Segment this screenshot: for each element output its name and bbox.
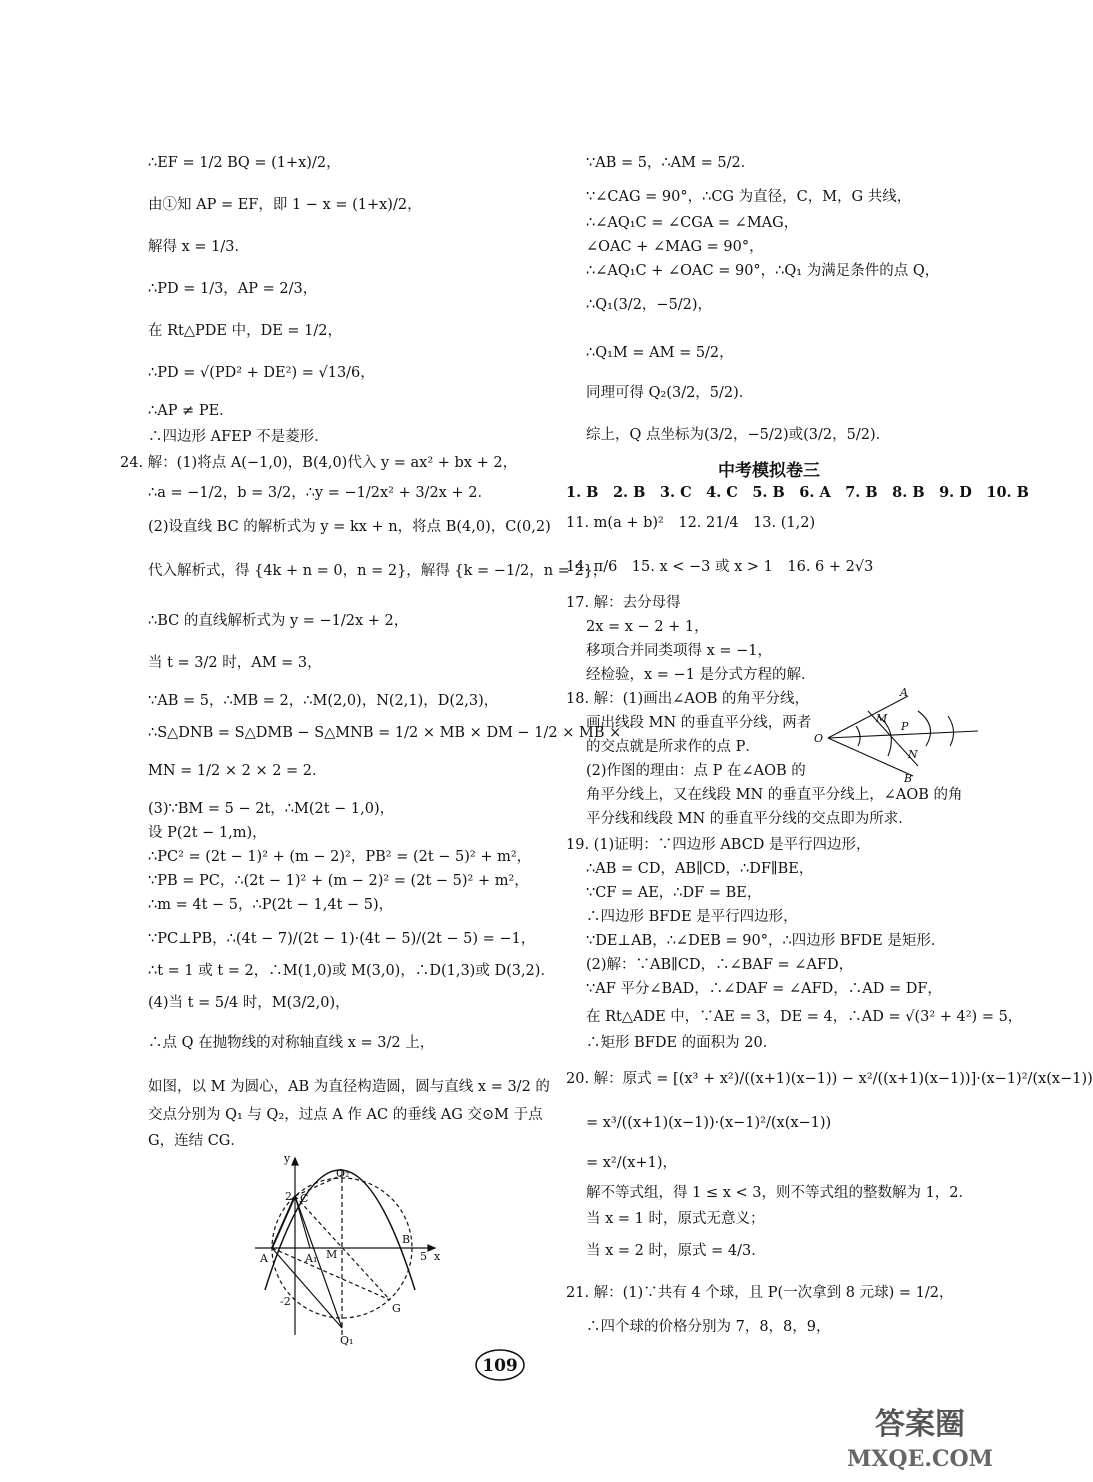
watermark-top: 答案圈 (875, 1407, 965, 1442)
right-line: ∵AB = 5，∴AM = 5/2． (586, 155, 756, 171)
problem-17: 17. 解：去分母得 (566, 595, 681, 611)
left-line: ∴点 Q 在抛物线的对称轴直线 x = 3/2 上， (148, 1035, 435, 1051)
problem-18: 18. 解：(1)画出∠AOB 的角平分线， (566, 691, 809, 707)
answer-line: ∴矩形 BFDE 的面积为 20． (586, 1035, 778, 1051)
left-line: ∴PD = 1/3，AP = 2/3， (148, 281, 318, 297)
left-line: ∴EF = 1/2 BQ = (1+x)/2， (148, 155, 341, 171)
answer-line: 当 x = 2 时，原式 = 4/3． (586, 1243, 766, 1259)
left-line: MN = 1/2 × 2 × 2 = 2． (148, 763, 327, 779)
left-line: ∴a = −1/2，b = 3/2，∴y = −1/2x² + 3/2x + 2． (148, 485, 492, 501)
left-line: 在 Rt△PDE 中，DE = 1/2， (148, 323, 342, 339)
left-line: 代入解析式，得 {4k + n = 0，n = 2}，解得 {k = −1/2，n = 2}， (148, 563, 608, 579)
answer-line: = x³/((x+1)(x−1))·(x−1)²/(x(x−1)) (586, 1115, 832, 1131)
problem-19: 19. (1)证明：∵四边形 ABCD 是平行四边形， (566, 837, 871, 853)
right-line: ∴∠AQ₁C + ∠OAC = 90°，∴Q₁ 为满足条件的点 Q， (586, 263, 940, 279)
fig2-label: O (814, 732, 824, 745)
fig1-label: Q₂ (336, 1167, 350, 1180)
answer-line: 画出线段 MN 的垂直平分线，两者 (586, 715, 812, 731)
right-line: 同理可得 Q₂(3/2，5/2)． (586, 385, 754, 401)
fig1-label: 2 (285, 1190, 292, 1203)
answer-line: 平分线和线段 MN 的垂直平分线的交点即为所求． (586, 811, 913, 827)
right-line: ∠OAC + ∠MAG = 90°， (586, 239, 764, 255)
section-title: 中考模拟卷三 (718, 461, 820, 481)
fig2-label: P (901, 720, 909, 733)
answer-line: 解不等式组，得 1 ≤ x < 3，则不等式组的整数解为 1，2． (586, 1185, 974, 1201)
problem-20: 20. 解：原式 = [(x³ + x²)/((x+1)(x−1)) − x²/((x+1)(x−1))]·(x−1)²/(x(x−1)) (566, 1071, 1093, 1087)
right-line: ∴Q₁M = AM = 5/2， (586, 345, 734, 361)
left-line: G，连结 CG． (148, 1133, 245, 1149)
answer-line: 当 x = 1 时，原式无意义； (586, 1211, 765, 1227)
left-line: 如图，以 M 为圆心，AB 为直径构造圆，圆与直线 x = 3/2 的 (148, 1079, 550, 1095)
answer-line: ∴AB = CD，AB∥CD，∴DF∥BE， (586, 861, 814, 877)
left-line: ∴t = 1 或 t = 2，∴M(1,0)或 M(3,0)，∴D(1,3)或 D(3,2)． (148, 963, 555, 979)
fig2-label: N (908, 748, 918, 761)
right-line: ∴∠AQ₁C = ∠CGA = ∠MAG， (586, 215, 799, 231)
right-line: ∵∠CAG = 90°，∴CG 为直径，C，M，G 共线， (586, 189, 912, 205)
watermark-logo (846, 1400, 994, 1475)
fig1-label: G (392, 1302, 401, 1315)
answer-line: 移项合并同类项得 x = −1， (586, 643, 773, 659)
answers-fill: 14. π/6 15. x < −3 或 x > 1 16. 6 + 2√3 (566, 559, 874, 575)
page-number: 109 (482, 1356, 518, 1376)
angle-bisector-figure (808, 686, 988, 786)
fig2-label: M (876, 712, 888, 725)
answers-mc: 1. B 2. B 3. C 4. C 5. B 6. A 7. B 8. B 9. D 10. B (566, 484, 1029, 501)
left-line: ∴PC² = (2t − 1)² + (m − 2)²，PB² = (2t − 5)² + m²， (148, 849, 532, 865)
left-line: 由①知 AP = EF，即 1 − x = (1+x)/2， (148, 197, 422, 213)
left-line: ∴m = 4t − 5，∴P(2t − 1,4t − 5)， (148, 897, 394, 913)
fig1-label: y (284, 1152, 291, 1165)
problem-24: 24. 解：(1)将点 A(−1,0)，B(4,0)代入 y = ax² + bx + 2， (120, 455, 518, 471)
left-line: ∴PD = √(PD² + DE²) = √13/6， (148, 365, 375, 381)
left-line: (3)∵BM = 5 − 2t，∴M(2t − 1,0)， (148, 801, 395, 817)
fig1-label: 5 (420, 1250, 427, 1263)
fig1-label: A₁ (305, 1252, 318, 1265)
left-line: ∵AB = 5，∴MB = 2，∴M(2,0)，N(2,1)，D(2,3)， (148, 693, 499, 709)
fig2-label: A (900, 686, 908, 699)
parabola-circle-figure (250, 1150, 445, 1345)
answer-line: (2)作图的理由：点 P 在∠AOB 的 (586, 763, 806, 779)
fig1-label: Q₁ (340, 1334, 354, 1347)
answer-line: ∵CF = AE，∴DF = BE， (586, 885, 762, 901)
fig1-label: A (260, 1252, 268, 1265)
left-line: ∵PC⊥PB，∴(4t − 7)/(2t − 1)·(4t − 5)/(2t − 5) = −1， (148, 931, 536, 947)
right-line: ∴Q₁(3/2，−5/2)， (586, 297, 713, 313)
left-line: 当 t = 3/2 时，AM = 3， (148, 655, 322, 671)
left-line: ∵PB = PC，∴(2t − 1)² + (m − 2)² = (2t − 5)² + m²， (148, 873, 529, 889)
left-line: 解得 x = 1/3． (148, 239, 249, 255)
left-line: (4)当 t = 5/4 时，M(3/2,0)， (148, 995, 350, 1011)
watermark-bottom: MXQE.COM (846, 1446, 994, 1472)
left-line: ∴AP ≠ PE． (148, 403, 234, 419)
answer-line: 在 Rt△ADE 中，∵AE = 3，DE = 4，∴AD = √(3² + 4²) = 5， (586, 1009, 1023, 1025)
fig1-label: B (402, 1233, 411, 1246)
right-line: 综上，Q 点坐标为(3/2，−5/2)或(3/2，5/2)． (586, 427, 891, 443)
answer-line: (2)解：∵AB∥CD，∴∠BAF = ∠AFD， (586, 957, 854, 973)
left-line: 交点分别为 Q₁ 与 Q₂，过点 A 作 AC 的垂线 AG 交⊙M 于点 (148, 1107, 543, 1123)
fig1-label: M (326, 1248, 338, 1261)
answer-line: 2x = x − 2 + 1， (586, 619, 709, 635)
answer-line: ∵AF 平分∠BAD，∴∠DAF = ∠AFD，∴AD = DF， (586, 981, 942, 997)
answer-line: ∴四边形 BFDE 是平行四边形， (586, 909, 798, 925)
left-line: ∴S△DNB = S△DMB − S△MNB = 1/2 × MB × DM − 1/2 × MB × (148, 725, 622, 741)
fig1-label: -2 (280, 1295, 291, 1308)
left-line: (2)设直线 BC 的解析式为 y = kx + n，将点 B(4,0)，C(0,2) (148, 519, 551, 535)
problem-21: 21. 解：(1)∵共有 4 个球，且 P(一次拿到 8 元球) = 1/2， (566, 1285, 954, 1301)
left-line: ∴四边形 AFEP 不是菱形． (148, 429, 329, 445)
fig1-label: x (434, 1250, 441, 1263)
answer-line: 经检验，x = −1 是分式方程的解． (586, 667, 816, 683)
answer-line: ∴四个球的价格分别为 7，8，8，9， (586, 1319, 831, 1335)
answers-fill: 11. m(a + b)² 12. 21/4 13. (1,2) (566, 515, 816, 531)
answer-line: = x²/(x+1)， (586, 1155, 678, 1171)
fig2-label: B (904, 772, 913, 785)
left-line: ∴BC 的直线解析式为 y = −1/2x + 2， (148, 613, 409, 629)
page-number-badge (470, 1345, 530, 1385)
left-line: 设 P(2t − 1,m)， (148, 825, 267, 841)
answer-line: 角平分线上，又在线段 MN 的垂直平分线上，∠AOB 的角 (586, 787, 963, 803)
answer-line: 的交点就是所求作的点 P． (586, 739, 760, 755)
fig1-label: C (300, 1192, 309, 1205)
answer-line: ∵DE⊥AB，∴∠DEB = 90°，∴四边形 BFDE 是矩形． (586, 933, 946, 949)
